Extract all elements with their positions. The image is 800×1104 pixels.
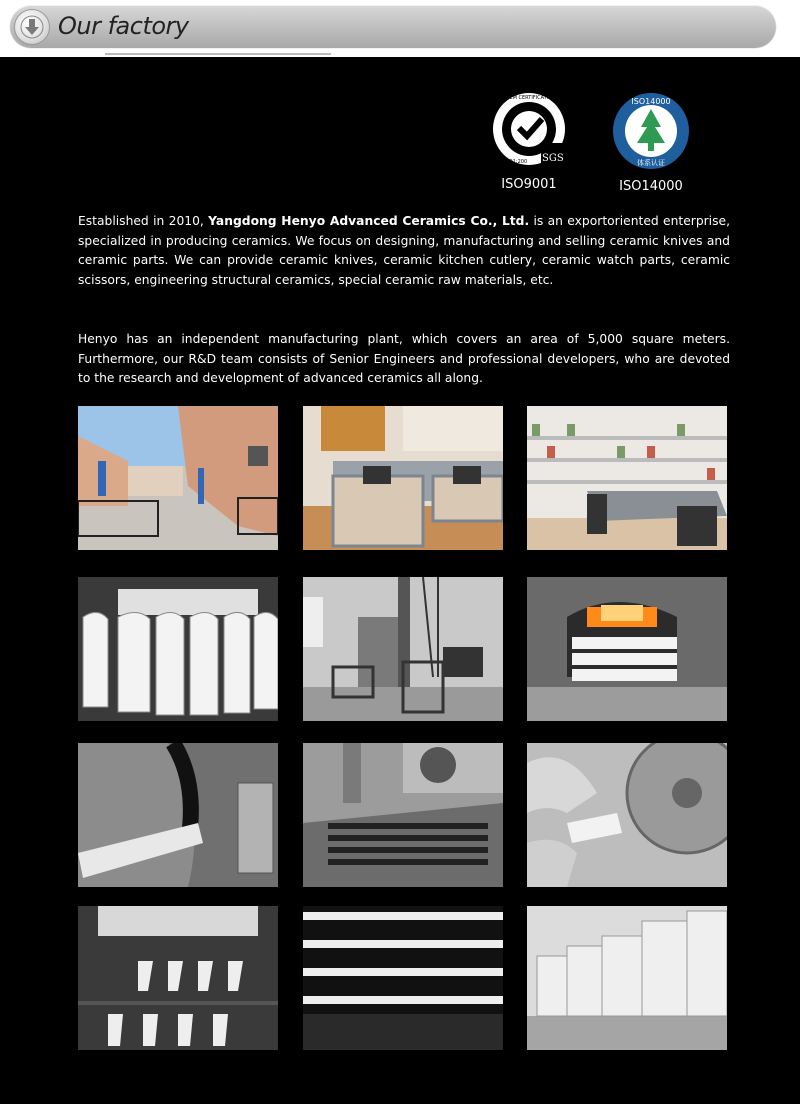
section-header [10,5,776,47]
office-photo [303,406,503,550]
divider [105,53,331,55]
grinding-photo [78,743,278,887]
svg-text:SYSTEM CERTIFICATION: SYSTEM CERTIFICATION [497,95,556,101]
iso14000-certificate [608,91,694,194]
factory-panel [0,57,800,1104]
company-intro-paragraph: Established in 2010, Yangdong Henyo Advanced Ceramics Co., Ltd. is an exportoriented enterprise, specialized in producing ceramics. We focus on designing, manufacturing and selling ceramic knives and ceramic parts. We can provide ceramic knives, ceramic kitchen cutlery, ceramic watch parts, ceramic scissors, engineering structural ceramics, special ceramic raw materials, etc. [78,214,730,287]
download-arrow-icon [14,9,50,45]
iso9001-label: ISO9001 [501,177,557,192]
kiln-photo [527,577,727,721]
page-title: Our factory [58,12,189,40]
svg-text:SGS: SGS [542,153,564,164]
blade-mold-photo [303,743,503,887]
blade-rack-photo [303,906,503,1050]
iso14000-label: ISO14000 [619,179,683,194]
press-machine-photo [303,577,503,721]
ceramic-blanks-photo [78,577,278,721]
sharpening-wheel-photo [527,743,727,887]
svg-text:ISO14000: ISO14000 [631,97,671,106]
iso14000-logo [611,91,691,171]
company-name: Yangdong Henyo Advanced Ceramics Co., Ltd. [208,214,530,228]
sgs-logo [489,91,569,169]
plant-paragraph: Henyo has an independent manufacturing plant, which covers an area of 5,000 square meters. Furthermore, our R&D team consists of Senior Engineers and professional developers, who are devoted to the research and development of advanced ceramics all along. [78,332,730,385]
warehouse-boxes-photo [527,906,727,1050]
factory-exterior-photo [78,406,278,550]
svg-text:ISO 9001:200: ISO 9001:200 [493,159,528,165]
iso9001-certificate [488,91,570,192]
conveyor-blades-photo [78,906,278,1050]
meeting-room-photo [527,406,727,550]
svg-text:体系认证: 体系认证 [637,159,665,167]
